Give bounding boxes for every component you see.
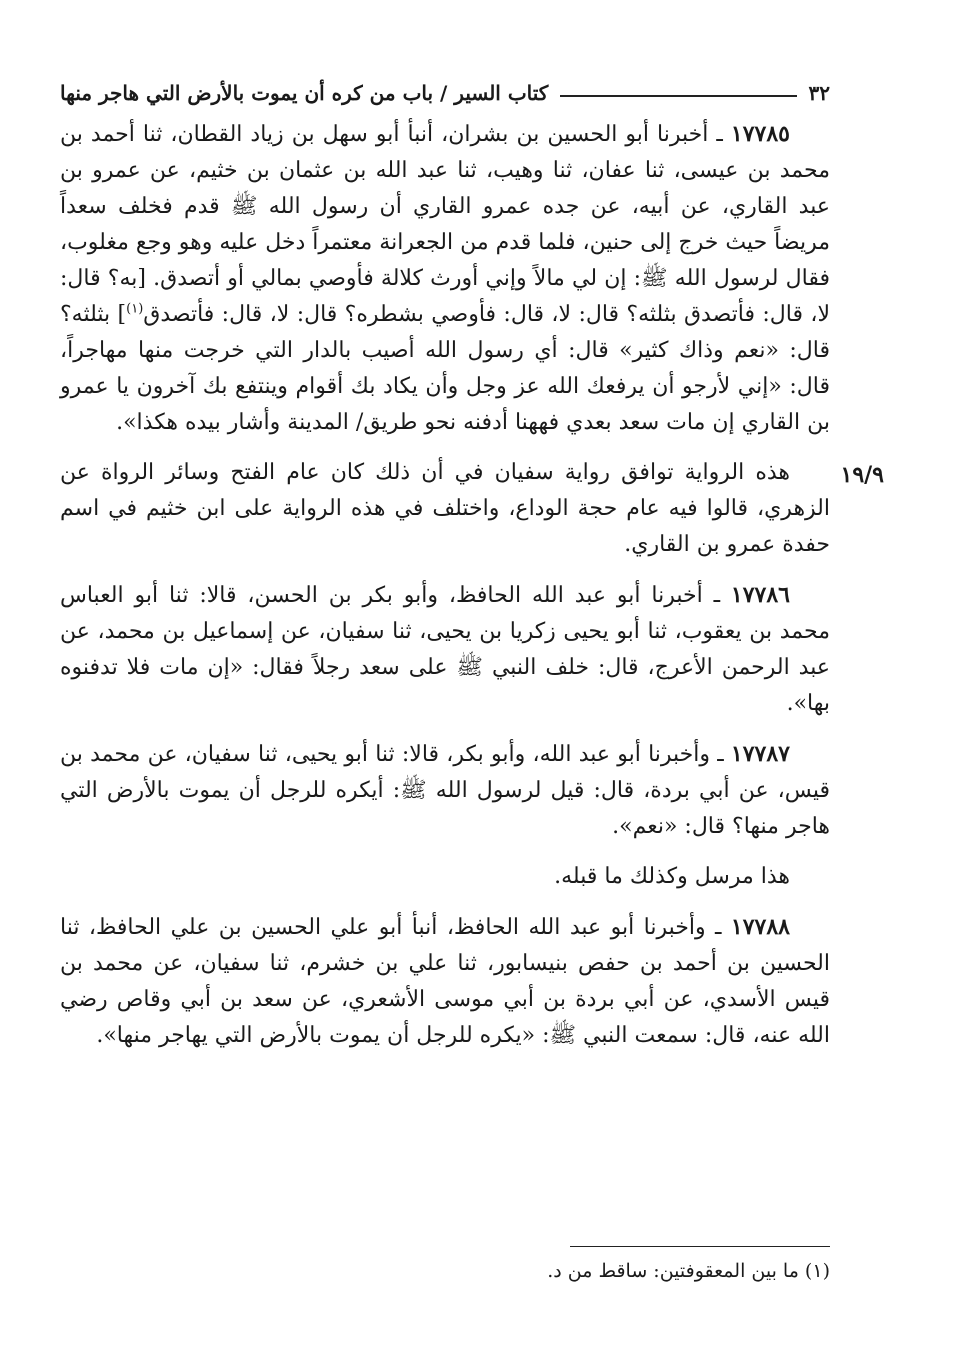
hadith-text: ـ وأخبرنا أبو عبد الله، وأبو بكر، قالا: ثنا أبو يحيى، ثنا سفيان، عن محمد بن قيس، عن أبي بردة، قال: قيل لرسول الله ﷺ: أيكره للرجل أن يموت بالأرض التي هاجر منها؟ قال: «نعم».: [60, 742, 830, 839]
commentary-text: هذا مرسل وكذلك ما قبله.: [554, 864, 790, 889]
hadith-17786: [60, 577, 830, 722]
hadith-text: ـ أخبرنا أبو عبد الله الحافظ، وأبو بكر بن الحسن، قالا: ثنا أبو العباس محمد بن يعقوب، ثنا أبو يحيى زكريا بن يحيى، ثنا سفيان، عن إسماعيل بن محمد، عن عبد الرحمن الأعرج، قال: خلف النبي ﷺ على سعد رجلاً فقال: «إن مات فلا تدفنوه بها».: [60, 583, 830, 716]
page-number: ٣٢: [808, 81, 830, 105]
hadith-number: ١٧٧٨٥: [730, 121, 790, 147]
hadith-text-continued: ] بثلثه؟ قال: «نعم وذاك كثير» قال: أي رسول الله أصيب بالدار التي خرجت منها مهاجراً، قال: «إني لأرجو أن يرفعك الله عز وجل وأن يكاد بك أقوام وينتفع بك آخرون يا عمرو بن القاري إن مات سعد بعدي فههنا أدفنه نحو طريق/ المدينة وأشار بيده هكذا».: [60, 302, 830, 435]
hadith-number: ١٧٧٨٨: [730, 914, 790, 940]
hadith-text: ـ أخبرنا أبو الحسين بن بشران، أنبأ أبو سهل بن زياد القطان، ثنا أحمد بن محمد بن عيسى، ثنا عفان، ثنا وهيب، ثنا عبد الله بن عثمان بن خثيم، عن عمرو بن عبد القاري، عن أبيه، عن جده عمرو القاري أن رسول الله ﷺ قدم فخلف سعداً مريضاً حيث خرج إلى حنين، فلما قدم من الجعرانة معتمراً دخل عليه وهو وجع مغلوب، فقال لرسول الله ﷺ: إن لي مالاً وإني أورث كلالة فأوصي بمالي أو أتصدق. [به؟ قال: لا، قال: فأتصدق بثلثه؟ قال: لا، قال: فأوصي بشطره؟ قال: لا، قال: فأتصدق: [60, 122, 831, 327]
footnote-rule: [570, 1246, 830, 1247]
running-title: كتاب السير / باب من كره أن يموت بالأرض التي هاجر منها: [60, 81, 549, 105]
commentary-paragraph: [60, 455, 830, 563]
footnote-marker: (١): [126, 301, 144, 317]
hadith-17785: [60, 116, 830, 441]
header-rule: [560, 95, 796, 97]
hadith-17787: [60, 736, 830, 845]
margin-reference: ١٩/٩: [840, 462, 884, 488]
hadith-number: ١٧٧٨٧: [730, 741, 790, 767]
commentary-text: هذه الرواية توافق رواية سفيان في أن ذلك كان عام الفتح وسائر الرواة عن الزهري، قالوا فيه عام حجة الوداع، واختلف في هذه الرواية على ابن خثيم في اسم حفدة عمرو بن القاري.: [60, 460, 830, 557]
hadith-number: ١٧٧٨٦: [730, 582, 790, 608]
commentary-paragraph: [60, 859, 830, 895]
page: [60, 70, 884, 1350]
hadith-text: ـ وأخبرنا أبو عبد الله الحافظ، أنبأ أبو علي الحسين بن علي الحافظ، ثنا الحسين بن أحمد بن حفص بنيسابور، ثنا علي بن خشرم، ثنا سفيان، عن محمد بن قيس الأسدي، عن أبي بردة بن أبي موسى الأشعري، عن سعد بن أبي وقاص رضي الله عنه، قال: سمعت النبي ﷺ: «يكره للرجل أن يموت بالأرض التي يهاجر منها».: [60, 915, 830, 1048]
hadith-17788: [60, 909, 830, 1054]
page-header: [60, 70, 830, 116]
footnote: (١) ما بين المعقوفتين: ساقط من د.: [547, 1260, 830, 1282]
